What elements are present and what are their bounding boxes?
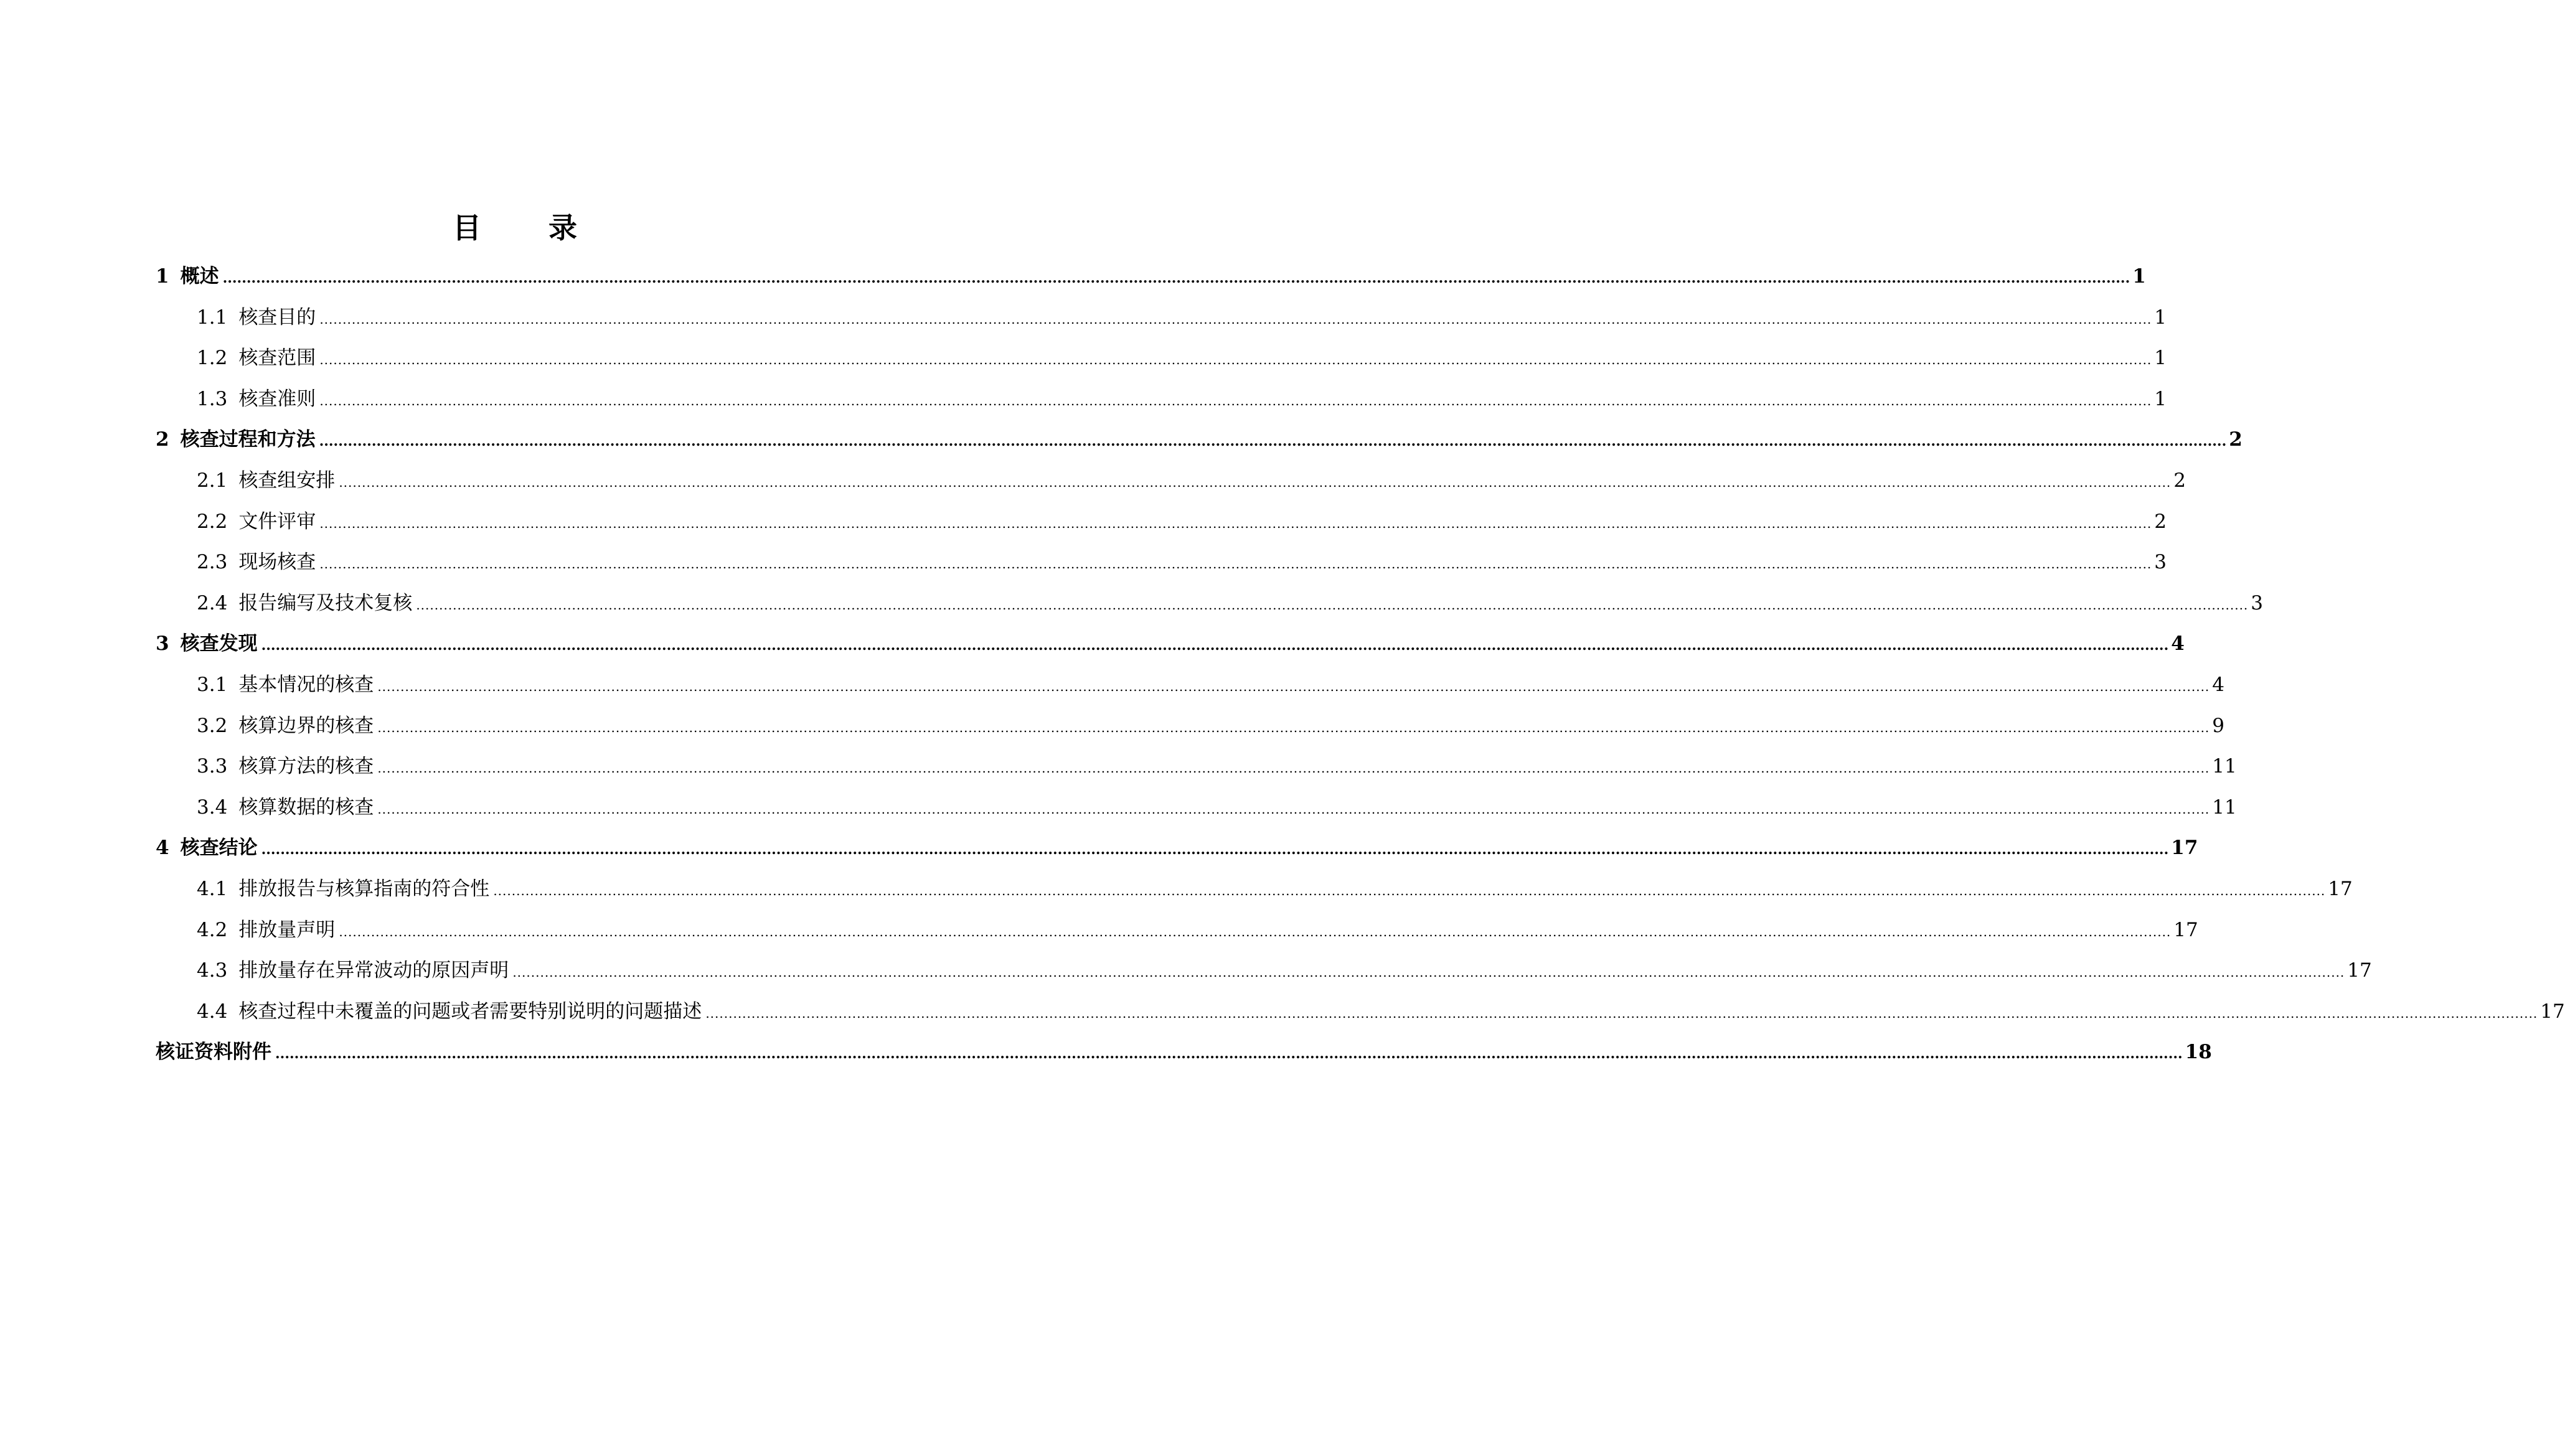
toc-entry-title: 核算数据的核查: [238, 796, 374, 819]
toc-dot-leader: ................................................................................................................................................................................................................................................................................................................................................................................................................: [339, 924, 2172, 939]
toc-entry-page: 4: [2212, 673, 2225, 696]
toc-entry[interactable]: [156, 583, 2264, 624]
toc-dot-leader: ................................................................................................................................................................................................................................................................................................................................................................................................................: [319, 557, 2152, 572]
toc-entry-number: 1.3: [197, 387, 228, 410]
toc-dot-leader: ................................................................................................................................................................................................................................................................................................................................................................................................................: [377, 720, 2210, 735]
toc-entry-title: 核查目的: [238, 306, 316, 329]
toc-entry-page: 3: [2251, 591, 2264, 614]
toc-title: 目 录: [452, 211, 606, 245]
toc-entry-page: 1: [2154, 306, 2167, 329]
toc-dot-leader: ................................................................................................................................................................................................................................................................................................................................................................................................................: [705, 1005, 2538, 1021]
toc-entry[interactable]: [156, 461, 2186, 502]
toc-entry[interactable]: [156, 869, 2353, 910]
toc-entry-page: 3: [2154, 551, 2167, 574]
toc-entry-title: 核算边界的核查: [238, 714, 374, 737]
toc-entry[interactable]: [156, 338, 2167, 379]
toc-entry[interactable]: [156, 828, 2198, 869]
toc-dot-leader: ................................................................................................................................................................................................................................................................................................................................................................................................................: [377, 761, 2210, 776]
toc-entry-number: 4.4: [197, 1000, 228, 1023]
toc-entry-page: 1: [2154, 347, 2167, 370]
toc-entry[interactable]: [156, 624, 2185, 665]
toc-entry-page: 18: [2185, 1041, 2212, 1064]
table-of-contents: [156, 256, 2565, 1073]
toc-entry[interactable]: [156, 951, 2372, 992]
toc-dot-leader: ................................................................................................................................................................................................................................................................................................................................................................................................................: [275, 1046, 2183, 1063]
toc-dot-leader: ................................................................................................................................................................................................................................................................................................................................................................................................................: [377, 679, 2210, 694]
toc-entry-page: 2: [2154, 510, 2167, 533]
toc-entry-page: 17: [2347, 959, 2372, 982]
toc-dot-leader: ................................................................................................................................................................................................................................................................................................................................................................................................................: [512, 965, 2345, 980]
toc-entry-title: 概述: [180, 265, 219, 288]
toc-entry-title: 报告编写及技术复核: [238, 591, 413, 614]
toc-entry-number: 1: [156, 265, 169, 288]
toc-entry[interactable]: [156, 1032, 2212, 1073]
toc-entry[interactable]: [156, 379, 2167, 420]
toc-dot-leader: ................................................................................................................................................................................................................................................................................................................................................................................................................: [319, 515, 2152, 531]
toc-entry-page: 4: [2171, 632, 2185, 655]
toc-entry-page: 9: [2212, 714, 2225, 737]
toc-dot-leader: ................................................................................................................................................................................................................................................................................................................................................................................................................: [416, 597, 2249, 613]
toc-entry-number: 1.2: [197, 347, 228, 370]
toc-entry-number: 3.1: [197, 673, 228, 696]
toc-dot-leader: ................................................................................................................................................................................................................................................................................................................................................................................................................: [339, 474, 2172, 490]
toc-entry[interactable]: [156, 665, 2225, 706]
toc-entry[interactable]: [156, 746, 2237, 787]
toc-dot-leader: ................................................................................................................................................................................................................................................................................................................................................................................................................: [261, 637, 2169, 654]
toc-entry-number: 2.2: [197, 510, 228, 533]
toc-entry-page: 2: [2229, 428, 2243, 451]
toc-dot-leader: ................................................................................................................................................................................................................................................................................................................................................................................................................: [377, 801, 2210, 817]
toc-entry[interactable]: [156, 992, 2565, 1033]
toc-dot-leader: ................................................................................................................................................................................................................................................................................................................................................................................................................: [319, 352, 2152, 368]
toc-entry-title: 排放报告与核算指南的符合性: [238, 877, 490, 900]
toc-entry[interactable]: [156, 706, 2225, 747]
toc-entry-number: 2.4: [197, 591, 228, 614]
toc-entry-number: 4.1: [197, 877, 228, 900]
toc-entry-number: 4: [156, 837, 169, 860]
toc-entry-number: 2.1: [197, 469, 228, 492]
toc-entry-title: 排放量存在异常波动的原因声明: [238, 959, 509, 982]
toc-entry-page: 17: [2328, 877, 2353, 900]
toc-entry-title: 基本情况的核查: [238, 673, 374, 696]
toc-dot-leader: ................................................................................................................................................................................................................................................................................................................................................................................................................: [319, 433, 2227, 450]
toc-entry-page: 11: [2212, 796, 2237, 819]
toc-entry-title: 核算方法的核查: [238, 755, 374, 778]
toc-entry-title: 核查过程中未覆盖的问题或者需要特别说明的问题描述: [238, 1000, 702, 1023]
toc-entry-title: 核查结论: [180, 837, 258, 860]
toc-entry-title: 核查发现: [180, 632, 258, 655]
toc-entry-title: 核查范围: [238, 347, 316, 370]
toc-entry[interactable]: [156, 502, 2167, 543]
toc-entry-title: 核查准则: [238, 387, 316, 410]
toc-entry-page: 1: [2132, 265, 2146, 288]
toc-entry-number: 3.2: [197, 714, 228, 737]
toc-entry-number: 3: [156, 632, 169, 655]
toc-entry[interactable]: [156, 787, 2237, 829]
toc-entry-number: 3.3: [197, 755, 228, 778]
toc-entry-number: 3.4: [197, 796, 228, 819]
toc-entry-title: 核证资料附件: [156, 1041, 271, 1064]
toc-entry-page: 11: [2212, 755, 2237, 778]
toc-entry-number: 4.3: [197, 959, 228, 982]
toc-dot-leader: ................................................................................................................................................................................................................................................................................................................................................................................................................: [261, 842, 2169, 858]
toc-entry-title: 核查过程和方法: [180, 428, 316, 451]
toc-entry-number: 1.1: [197, 306, 228, 329]
toc-entry-page: 17: [2171, 837, 2198, 860]
toc-dot-leader: ................................................................................................................................................................................................................................................................................................................................................................................................................: [222, 270, 2130, 286]
toc-entry-number: 4.2: [197, 918, 228, 941]
toc-dot-leader: ................................................................................................................................................................................................................................................................................................................................................................................................................: [319, 393, 2152, 408]
toc-entry-number: 2: [156, 428, 169, 451]
toc-entry-page: 17: [2540, 1000, 2565, 1023]
toc-entry-title: 现场核查: [238, 551, 316, 574]
toc-dot-leader: ................................................................................................................................................................................................................................................................................................................................................................................................................: [319, 311, 2152, 327]
toc-entry[interactable]: [156, 542, 2167, 583]
toc-entry[interactable]: [156, 298, 2167, 339]
toc-entry-page: 2: [2173, 469, 2186, 492]
toc-entry-page: 1: [2154, 387, 2167, 410]
toc-entry[interactable]: [156, 420, 2243, 461]
toc-entry-page: 17: [2173, 918, 2198, 941]
toc-entry-number: 2.3: [197, 551, 228, 574]
toc-entry-title: 文件评审: [238, 510, 316, 533]
toc-entry-title: 核查组安排: [238, 469, 336, 492]
toc-entry[interactable]: [156, 256, 2146, 298]
toc-dot-leader: ................................................................................................................................................................................................................................................................................................................................................................................................................: [493, 883, 2326, 898]
toc-entry[interactable]: [156, 910, 2198, 951]
toc-entry-title: 排放量声明: [238, 918, 336, 941]
